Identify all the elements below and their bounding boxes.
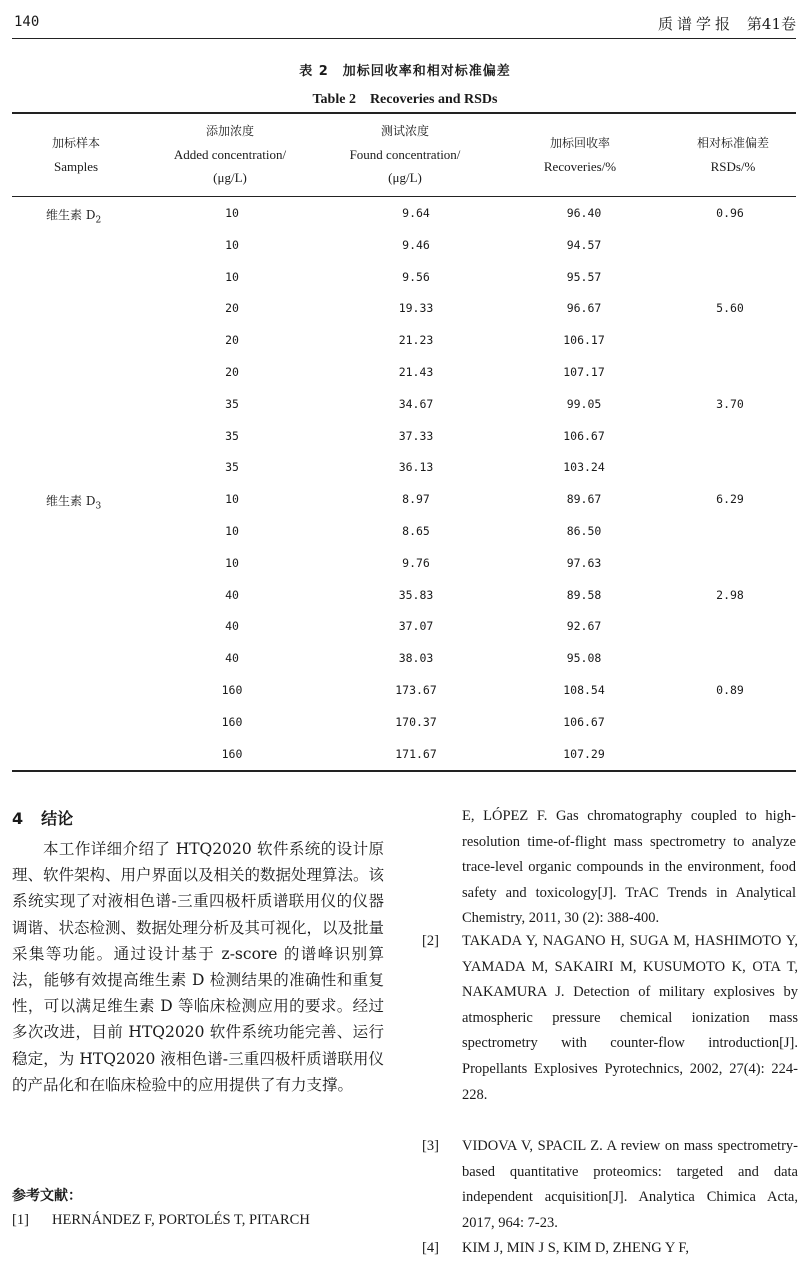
table-cell-recovery: 106.67	[563, 429, 605, 443]
table-cell-added: 160	[221, 683, 243, 697]
table-cell-found: 8.65	[402, 524, 430, 538]
running-header	[12, 8, 796, 39]
reference-text: HERNÁNDEZ F, PORTOLÉS T, PITARCH	[52, 1212, 310, 1228]
column-header-cn: 加标样本	[51, 136, 100, 150]
table-header-rule	[12, 196, 796, 197]
reference-text: KIM J, MIN J S, KIM D, ZHENG Y F,	[462, 1240, 689, 1256]
column-header-en: Recoveries/%	[543, 159, 617, 174]
table-cell-rsd: 5.60	[716, 301, 744, 315]
reference-number: [1]	[12, 1212, 29, 1228]
column-header-samples	[12, 132, 140, 178]
table-cell-added: 40	[225, 651, 239, 665]
reference-number: [4]	[422, 1240, 439, 1256]
column-header-cn: 加标回收率	[549, 136, 610, 150]
table-cell-added: 20	[225, 301, 239, 315]
table-cell-found: 21.23	[398, 333, 434, 347]
table-cell-found: 35.83	[398, 588, 434, 602]
table-cell-added: 10	[225, 206, 239, 220]
table-cell-recovery: 86.50	[566, 524, 602, 538]
group-subscript: 3	[95, 501, 102, 512]
table-cell-found: 9.46	[402, 238, 430, 252]
table-cell-recovery: 96.67	[566, 301, 602, 315]
reference-1-continuation: E, LÓPEZ F. Gas chromatography coupled to high-resolution time-of-flight mass spectrometry to analyze trace-level organic compounds in the environment, food safety and toxicology[J]. TrAC Trends in Analytical Chemistry, 2011, 30 (2): 388-400.	[462, 808, 796, 927]
table-cell-added: 35	[225, 397, 239, 411]
table-cell-added: 10	[225, 238, 239, 252]
column-header-cn: 添加浓度	[205, 124, 254, 138]
table-cell-found: 9.76	[402, 556, 430, 570]
column-header-cn: 相对标准偏差	[696, 136, 769, 150]
reference-4	[422, 1236, 798, 1262]
column-header-cn: 测试浓度	[380, 124, 429, 138]
table-cell-added: 40	[225, 588, 239, 602]
page-number: 140	[14, 14, 40, 30]
table-cell-added: 35	[225, 460, 239, 474]
table-cell-recovery: 108.54	[563, 683, 605, 697]
table-cell-recovery: 106.17	[563, 333, 605, 347]
reference-number: [2]	[422, 933, 439, 949]
table-cell-rsd: 0.89	[716, 683, 744, 697]
table-cell-rsd: 2.98	[716, 588, 744, 602]
column-header-rsds	[670, 132, 796, 178]
table-cell-added: 10	[225, 270, 239, 284]
table-cell-added: 20	[225, 365, 239, 379]
volume-label: 第41卷	[746, 15, 796, 33]
table-cell-added: 10	[225, 524, 239, 538]
table-title-en: Table 2 Recoveries and RSDs	[312, 92, 498, 107]
table-title-cn: 表 2 加标回收率和相对标准偏差	[299, 64, 511, 79]
table-cell-rsd: 0.96	[716, 206, 744, 220]
table-cell-recovery: 89.58	[566, 588, 602, 602]
section-title: 结论	[41, 809, 74, 828]
table-cell-recovery: 97.63	[566, 556, 602, 570]
column-header-en: Samples	[53, 159, 99, 174]
table-cell-recovery: 95.57	[566, 270, 602, 284]
table-cell-found: 8.97	[402, 492, 430, 506]
column-header-en: Found concentration/	[349, 147, 461, 162]
table-cell-recovery: 107.29	[563, 747, 605, 761]
group-label-vitamin-d2	[46, 206, 101, 225]
table-cell-found: 34.67	[398, 397, 434, 411]
reference-number: [3]	[422, 1138, 439, 1154]
conclusion-paragraph: 本工作详细介绍了 HTQ2020 软件系统的设计原理、软件架构、用户界面以及相关的数据处理算法。该系统实现了对液相色谱-三重四极杆质谱联用仪的仪器调谐、状态检测、数据处理分析及其可视化，以及批量采集等功能。通过设计基于 z-score 的谱峰识别算法，能够有效提高维生素 D 检测结果的准确性和重复性，可以满足维生素 D 等临床检测应用的要求。经过多次改进，目前 HTQ2020 软件系统功能完善、运行稳定，为 HTQ2020 液相色谱-三重四极杆质谱联用仪的产品化和在临床检验中的应用提供了有力支撑。	[12, 840, 385, 1094]
group-label-vitamin-d3	[46, 492, 101, 511]
table-cell-recovery: 96.40	[566, 206, 602, 220]
reference-text: TAKADA Y, NAGANO H, SUGA M, HASHIMOTO Y, YAMADA M, SAKAIRI M, KUSUMOTO K, OTA T, NAKAMURA J. Detection of military explosives by atmospheric pressure chemical ionization mass spectrometry with counter-flow introduction[J]. Propellants Explosives Pyrotechnics, 2002, 27(4): 224-228.	[462, 933, 798, 1103]
table-cell-found: 37.33	[398, 429, 434, 443]
table-bottom-rule	[12, 770, 796, 772]
reference-text: VIDOVA V, SPACIL Z. A review on mass spectrometry-based quantitative proteomics: targeted and data independent acquisition[J]. Analytica Chimica Acta, 2017, 964: 7-23.	[462, 1138, 798, 1231]
reference-1-start	[12, 1212, 384, 1229]
table-cell-found: 9.56	[402, 270, 430, 284]
table-cell-added: 10	[225, 492, 239, 506]
reference-2	[422, 929, 798, 1108]
table-cell-added: 40	[225, 619, 239, 633]
journal-name: 质谱学报	[657, 15, 734, 33]
table-cell-recovery: 103.24	[563, 460, 605, 474]
table-cell-found: 37.07	[398, 619, 434, 633]
table-cell-found: 38.03	[398, 651, 434, 665]
column-header-unit: (μg/L)	[388, 170, 422, 185]
table-cell-recovery: 99.05	[566, 397, 602, 411]
column-header-added	[140, 120, 320, 189]
column-header-unit: (μg/L)	[213, 170, 247, 185]
column-header-found	[320, 120, 490, 189]
group-subscript: 2	[95, 215, 102, 226]
table-cell-added: 20	[225, 333, 239, 347]
table-cell-recovery: 92.67	[566, 619, 602, 633]
table-cell-added: 160	[221, 747, 243, 761]
table-cell-rsd: 3.70	[716, 397, 744, 411]
table-cell-recovery: 107.17	[563, 365, 605, 379]
table-cell-recovery: 95.08	[566, 651, 602, 665]
section-heading	[12, 806, 73, 829]
group-name: 维生素 D	[46, 494, 96, 508]
table-cell-added: 160	[221, 715, 243, 729]
column-header-recoveries	[490, 132, 670, 178]
column-header-en: Added concentration/	[173, 147, 287, 162]
table-cell-found: 170.37	[395, 715, 437, 729]
table-top-rule	[12, 112, 796, 114]
table-cell-added: 35	[225, 429, 239, 443]
table-cell-found: 171.67	[395, 747, 437, 761]
table-cell-found: 21.43	[398, 365, 434, 379]
table-cell-recovery: 106.67	[563, 715, 605, 729]
table-cell-found: 36.13	[398, 460, 434, 474]
table-cell-rsd: 6.29	[716, 492, 744, 506]
group-name: 维生素 D	[46, 208, 96, 222]
table-cell-found: 9.64	[402, 206, 430, 220]
reference-3	[422, 1134, 798, 1236]
table-cell-added: 10	[225, 556, 239, 570]
references-heading: 参考文献：	[12, 1188, 82, 1204]
table-cell-recovery: 89.67	[566, 492, 602, 506]
column-header-en: RSDs/%	[710, 159, 756, 174]
table-cell-found: 173.67	[395, 683, 437, 697]
table-cell-recovery: 94.57	[566, 238, 602, 252]
section-number: 4	[12, 809, 24, 828]
table-cell-found: 19.33	[398, 301, 434, 315]
